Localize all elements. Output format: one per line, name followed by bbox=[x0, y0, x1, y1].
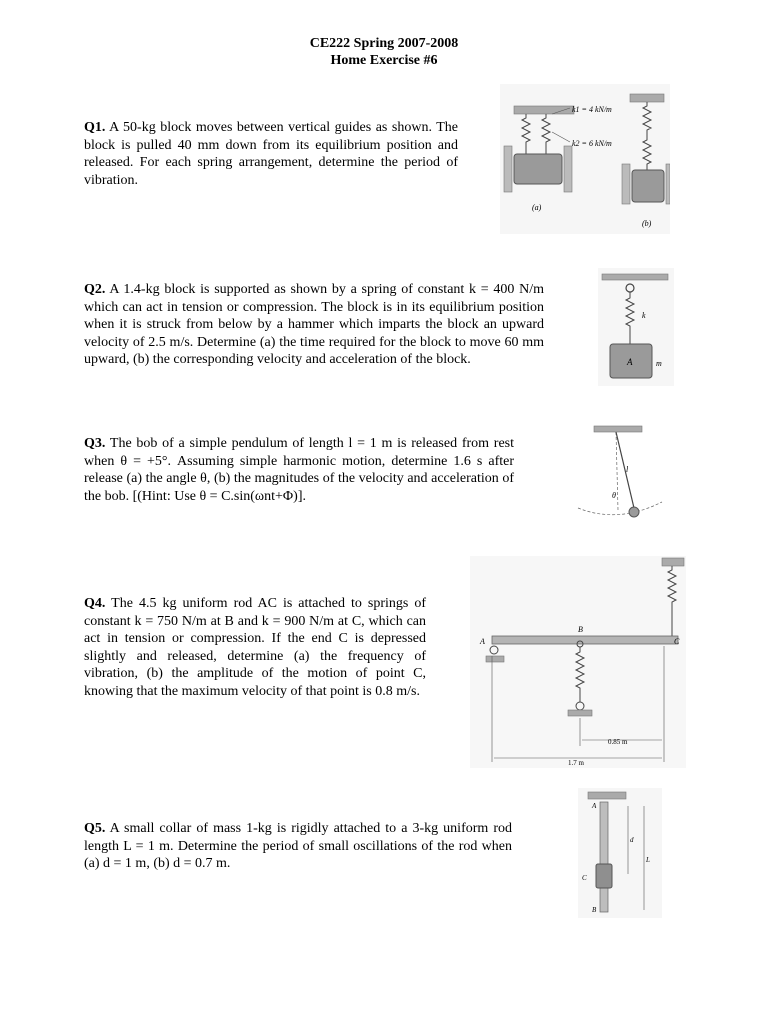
question-1 bbox=[84, 119, 458, 189]
fig2-label-m: m bbox=[656, 359, 662, 368]
question-2 bbox=[84, 281, 544, 369]
question-1-label: Q1. bbox=[84, 120, 106, 135]
figure-3 bbox=[574, 420, 670, 526]
question-2-label: Q2. bbox=[84, 282, 106, 297]
question-4-label: Q4. bbox=[84, 596, 106, 611]
fig5-label-L: L bbox=[646, 856, 650, 864]
fig5-label-B: B bbox=[592, 906, 597, 914]
question-4-text: The 4.5 kg uniform rod AC is attached to springs of constant k = 750 N/m at B and k = 900 N/m at C, which can act in tension or compression. If the end C is depressed slightly and released, determine (a) the frequency of vibration, (b) the amplitude of the motion of point C, knowing that the maximum velocity of that point is 0.8 m/s. bbox=[84, 596, 426, 699]
question-1-text: A 50-kg block moves between vertical guides as shown. The block is pulled 40 mm down from its equilibrium position and released. For each spring arrangement, determine the period of vibration. bbox=[84, 120, 458, 188]
document-title: CE222 Spring 2007-2008 bbox=[309, 36, 459, 51]
fig1-label-a: (a) bbox=[532, 203, 542, 212]
fig4-label-085: 0.85 m bbox=[608, 738, 628, 746]
document-subtitle: Home Exercise #6 bbox=[330, 53, 438, 68]
fig3-label-theta: θ bbox=[612, 491, 616, 500]
question-3-label: Q3. bbox=[84, 436, 106, 451]
figure-5 bbox=[578, 788, 662, 918]
fig4-label-B: B bbox=[578, 625, 583, 634]
question-3 bbox=[84, 435, 514, 505]
fig4-label-17: 1.7 m bbox=[568, 759, 584, 767]
fig1-label-b: (b) bbox=[642, 219, 652, 228]
question-4 bbox=[84, 595, 426, 700]
question-5-label: Q5. bbox=[84, 821, 106, 836]
fig3-label-l: l bbox=[626, 465, 629, 474]
fig5-label-d: d bbox=[630, 836, 634, 844]
fig5-label-C: C bbox=[582, 874, 587, 882]
fig4-label-A: A bbox=[480, 637, 485, 646]
question-5 bbox=[84, 820, 512, 873]
fig2-label-A: A bbox=[627, 357, 633, 367]
question-2-text: A 1.4-kg block is supported as shown by a spring of constant k = 400 N/m which can act in tension or compression. The block is in its equilibrium position when it is struck from below by a hammer which imparts the block an upward velocity of 2.5 m/s. Determine (a) the time required for the block to move 60 mm upward, (b) the corresponding velocity and acceleration of the block. bbox=[84, 282, 544, 367]
fig2-label-k: k bbox=[642, 311, 646, 320]
figure-1 bbox=[500, 84, 670, 234]
figure-4 bbox=[470, 556, 686, 768]
question-3-text: The bob of a simple pendulum of length l = 1 m is released from rest when θ = +5°. Assuming simple harmonic motion, determine 1.6 s after release (a) the angle θ, (b) the magnitudes of the velocity and acceleration of the bob. [(Hint: Use θ = C.sin(ωnt+Φ)]. bbox=[84, 436, 514, 504]
figure-2 bbox=[598, 268, 674, 386]
fig4-label-C: C bbox=[674, 637, 680, 646]
fig1-label-k1: k1 = 4 kN/m bbox=[572, 105, 612, 114]
fig5-label-A: A bbox=[592, 802, 597, 810]
fig1-label-k2: k2 = 6 kN/m bbox=[572, 139, 612, 148]
question-5-text: A small collar of mass 1-kg is rigidly attached to a 3-kg uniform rod length L = 1 m. Determine the period of small oscillations of the rod when (a) d = 1 m, (b) d = 0.7 m. bbox=[84, 821, 512, 871]
